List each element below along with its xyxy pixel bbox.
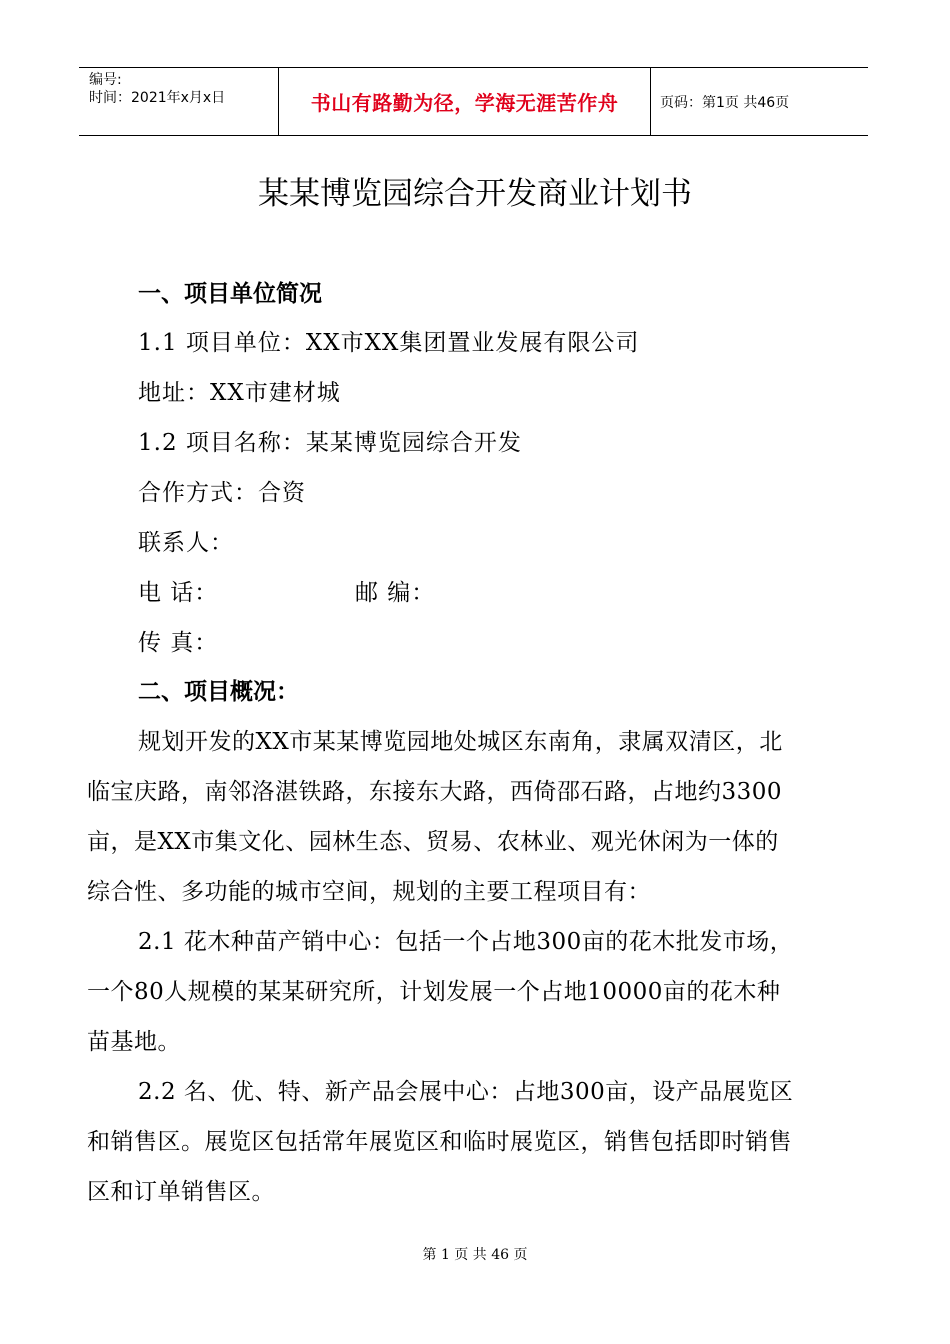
paragraph-2-line-2: 一个80人规模的某某研究所，计划发展一个占地10000亩的花木种 bbox=[87, 979, 781, 1005]
paragraph-3-line-2: 和销售区。展览区包括常年展览区和临时展览区，销售包括即时销售 bbox=[87, 1129, 792, 1155]
document-title: 某某博览园综合开发商业计划书 bbox=[258, 176, 692, 212]
paragraph-1-line-3: 亩，是XX市集文化、园林生态、贸易、农林业、观光休闲为一体的 bbox=[87, 829, 779, 855]
number-label: 编号: bbox=[89, 72, 122, 88]
paragraph-2-line-1: 2.1 花木种苗产销中心：包括一个占地300亩的花木批发市场， bbox=[138, 929, 794, 955]
section-heading-1: 一、项目单位简况 bbox=[138, 281, 322, 307]
paragraph-1-line-4: 综合性、多功能的城市空间，规划的主要工程项目有： bbox=[87, 879, 651, 905]
project-name: 1.2 项目名称：某某博览园综合开发 bbox=[138, 430, 522, 456]
time-label: 时间：2021年x月x日 bbox=[89, 90, 226, 106]
paragraph-1-line-1: 规划开发的XX市某某博览园地处城区东南角，隶属双清区，北 bbox=[138, 729, 783, 755]
phone-label: 电 话： bbox=[138, 580, 219, 606]
paragraph-2-line-3: 苗基地。 bbox=[87, 1029, 181, 1055]
header-page-info: 页码：第1页 共46页 bbox=[660, 94, 790, 111]
cooperation-mode: 合作方式：合资 bbox=[138, 480, 306, 506]
paragraph-3-line-1: 2.2 名、优、特、新产品会展中心：占地300亩，设产品展览区 bbox=[138, 1079, 794, 1105]
project-unit: 1.1 项目单位：XX市XX集团置业发展有限公司 bbox=[138, 330, 640, 356]
header-meta bbox=[79, 68, 279, 135]
contact-person: 联系人： bbox=[138, 530, 234, 556]
header-motto: 书山有路勤为径，学海无涯苦作舟 bbox=[279, 68, 651, 135]
address: 地址：XX市建材城 bbox=[138, 380, 341, 406]
paragraph-1-line-2: 临宝庆路，南邻洛湛铁路，东接东大路，西倚邵石路，占地约3300 bbox=[87, 779, 783, 805]
paragraph-3-line-3: 区和订单销售区。 bbox=[87, 1179, 275, 1205]
page-footer: 第 1 页 共 46 页 bbox=[422, 1247, 528, 1263]
postcode-label: 邮 编： bbox=[355, 580, 436, 606]
section-heading-2: 二、项目概况： bbox=[138, 679, 299, 705]
page-header bbox=[79, 67, 868, 136]
fax-label: 传 真： bbox=[138, 630, 219, 656]
